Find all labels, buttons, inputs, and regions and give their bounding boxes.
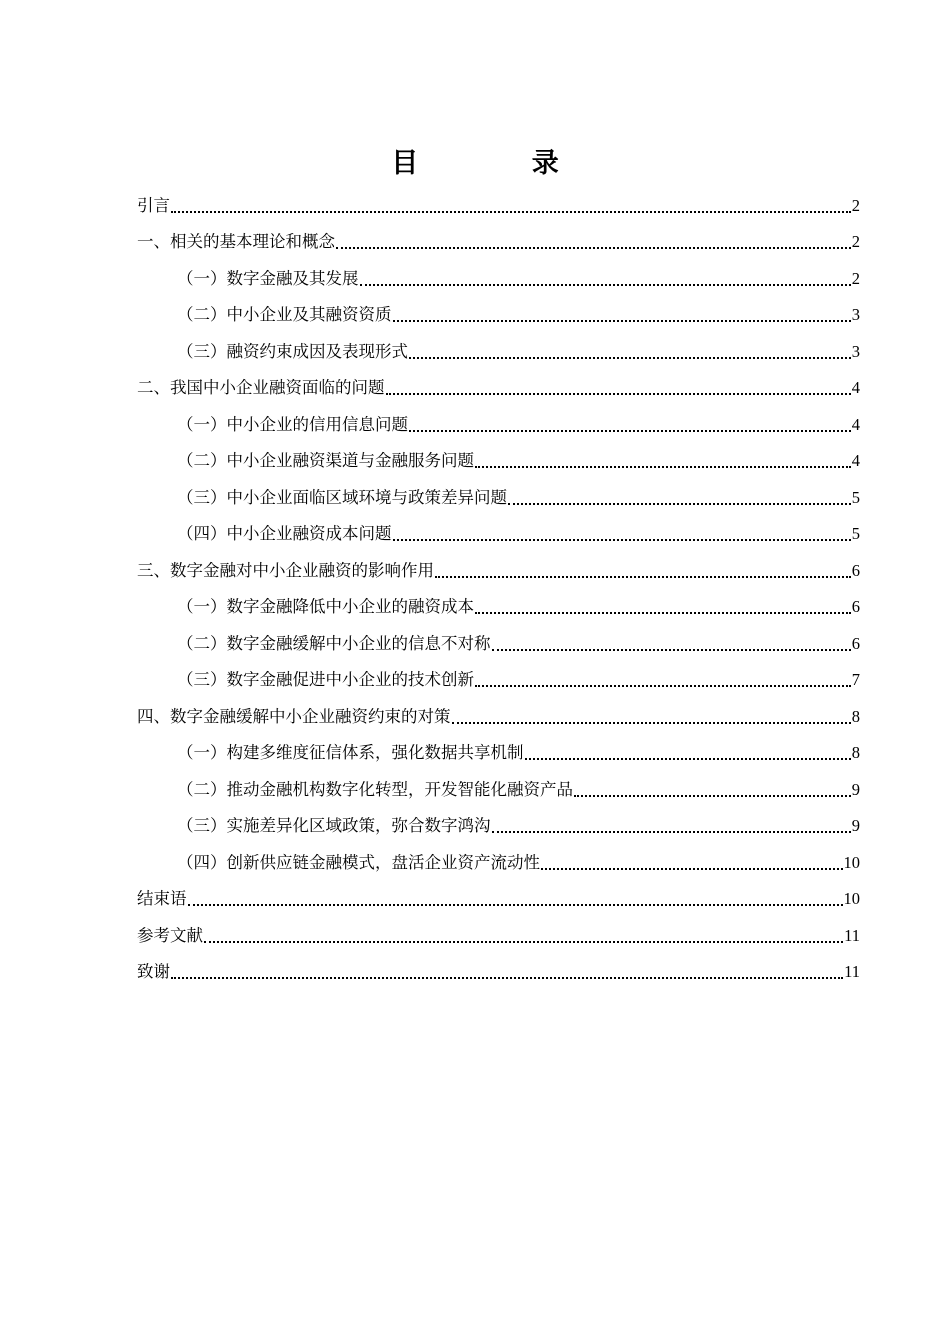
toc-entry[interactable] [137, 473, 860, 510]
toc-entry-label: 参考文献 [137, 925, 203, 945]
toc-entry-page: 9 [851, 816, 860, 835]
toc-dot-leader [475, 466, 851, 468]
toc-entry-label: 结束语 [137, 889, 187, 908]
toc-dot-leader [386, 393, 851, 395]
toc-dot-leader [409, 430, 851, 432]
toc-dot-leader [393, 539, 851, 541]
toc-entry-page: 10 [843, 889, 860, 908]
toc-entry-page: 11 [844, 925, 860, 945]
toc-entry-label: （三）实施差异化区域政策，弥合数字鸿沟 [177, 816, 491, 835]
toc-entry-page: 5 [851, 487, 860, 507]
toc-entry[interactable] [137, 802, 860, 839]
toc-entry-page: 3 [851, 305, 860, 324]
toc-entry-page: 4 [851, 414, 860, 434]
toc-entry-label: 引言 [137, 195, 170, 215]
toc-dot-leader [492, 649, 851, 651]
toc-entry[interactable] [137, 692, 860, 729]
toc-entry[interactable] [137, 254, 860, 291]
toc-dot-leader [171, 977, 843, 979]
toc-entry-page: 9 [851, 779, 860, 799]
toc-entry[interactable] [137, 838, 860, 875]
toc-entry[interactable] [137, 364, 860, 401]
toc-dot-leader [541, 868, 843, 870]
toc-entry[interactable] [137, 400, 860, 437]
toc-entry-label: （三）融资约束成因及表现形式 [177, 341, 408, 361]
toc-entry[interactable] [137, 437, 860, 474]
toc-dot-leader [336, 247, 851, 249]
toc-entry-page: 6 [851, 633, 860, 653]
toc-entry-page: 2 [851, 232, 860, 251]
toc-entry-page: 3 [851, 341, 860, 361]
toc-entry-page: 11 [844, 962, 860, 981]
toc-entry-page: 6 [851, 560, 860, 580]
toc-entry-page: 6 [851, 597, 860, 616]
toc-dot-leader [409, 357, 851, 359]
toc-entry-label: （三）中小企业面临区域环境与政策差异问题 [177, 487, 507, 507]
toc-entry[interactable] [137, 619, 860, 656]
toc-entry-label: （二）推动金融机构数字化转型，开发智能化融资产品 [177, 779, 573, 799]
toc-entry-label: 三、数字金融对中小企业融资的影响作用 [137, 560, 434, 580]
toc-entry[interactable] [137, 291, 860, 328]
toc-entry-label: 四、数字金融缓解中小企业融资约束的对策 [137, 706, 451, 726]
toc-entry-label: （一）构建多维度征信体系，强化数据共享机制 [177, 743, 524, 762]
toc-entry[interactable] [137, 546, 860, 583]
toc-entry-page: 2 [851, 195, 860, 215]
toc-dot-leader [475, 685, 851, 687]
toc-entry-label: （三）数字金融促进中小企业的技术创新 [177, 670, 474, 689]
toc-dot-leader [188, 904, 843, 906]
toc-entry-label: 二、我国中小企业融资面临的问题 [137, 378, 385, 397]
toc-entry-page: 8 [851, 706, 860, 726]
toc-entry-label: （一）数字金融降低中小企业的融资成本 [177, 597, 474, 616]
toc-entry-label: （二）中小企业融资渠道与金融服务问题 [177, 451, 474, 470]
toc-entry[interactable] [137, 181, 860, 218]
toc-entry-page: 2 [851, 268, 860, 288]
toc-title: 目 录 [391, 148, 611, 179]
toc-entry[interactable] [137, 583, 860, 620]
toc-entry-label: （四）中小企业融资成本问题 [177, 524, 392, 543]
toc-entry[interactable] [137, 948, 860, 985]
toc-entry[interactable] [137, 875, 860, 912]
toc-entry-page: 8 [851, 743, 860, 762]
toc-dot-leader [508, 503, 851, 505]
toc-dot-leader [435, 576, 851, 578]
toc-dot-leader [492, 831, 851, 833]
toc-entry-label: （二）中小企业及其融资资质 [177, 305, 392, 324]
toc-entry-page: 4 [851, 451, 860, 470]
toc-entry-label: （一）中小企业的信用信息问题 [177, 414, 408, 434]
toc-entry[interactable] [137, 765, 860, 802]
toc-entry-page: 4 [851, 378, 860, 397]
toc-entry-label: （四）创新供应链金融模式，盘活企业资产流动性 [177, 852, 540, 872]
toc-dot-leader [525, 758, 851, 760]
toc-entry-page: 7 [851, 670, 860, 689]
toc-entry[interactable] [137, 911, 860, 948]
toc-entry-label: 一、相关的基本理论和概念 [137, 232, 335, 251]
toc-entry-label: （一）数字金融及其发展 [177, 268, 359, 288]
toc-entry-page: 10 [843, 852, 860, 872]
toc-dot-leader [171, 211, 851, 213]
toc-list [137, 181, 860, 984]
toc-entry[interactable] [137, 510, 860, 547]
toc-dot-leader [574, 795, 851, 797]
toc-dot-leader [475, 612, 851, 614]
toc-dot-leader [393, 320, 851, 322]
toc-dot-leader [360, 284, 851, 286]
toc-entry[interactable] [137, 327, 860, 364]
toc-dot-leader [204, 941, 843, 943]
toc-entry[interactable] [137, 729, 860, 766]
toc-entry[interactable] [137, 656, 860, 693]
toc-entry[interactable] [137, 218, 860, 255]
toc-dot-leader [452, 722, 851, 724]
toc-entry-label: （二）数字金融缓解中小企业的信息不对称 [177, 633, 491, 653]
toc-entry-label: 致谢 [137, 962, 170, 981]
toc-entry-page: 5 [851, 524, 860, 543]
